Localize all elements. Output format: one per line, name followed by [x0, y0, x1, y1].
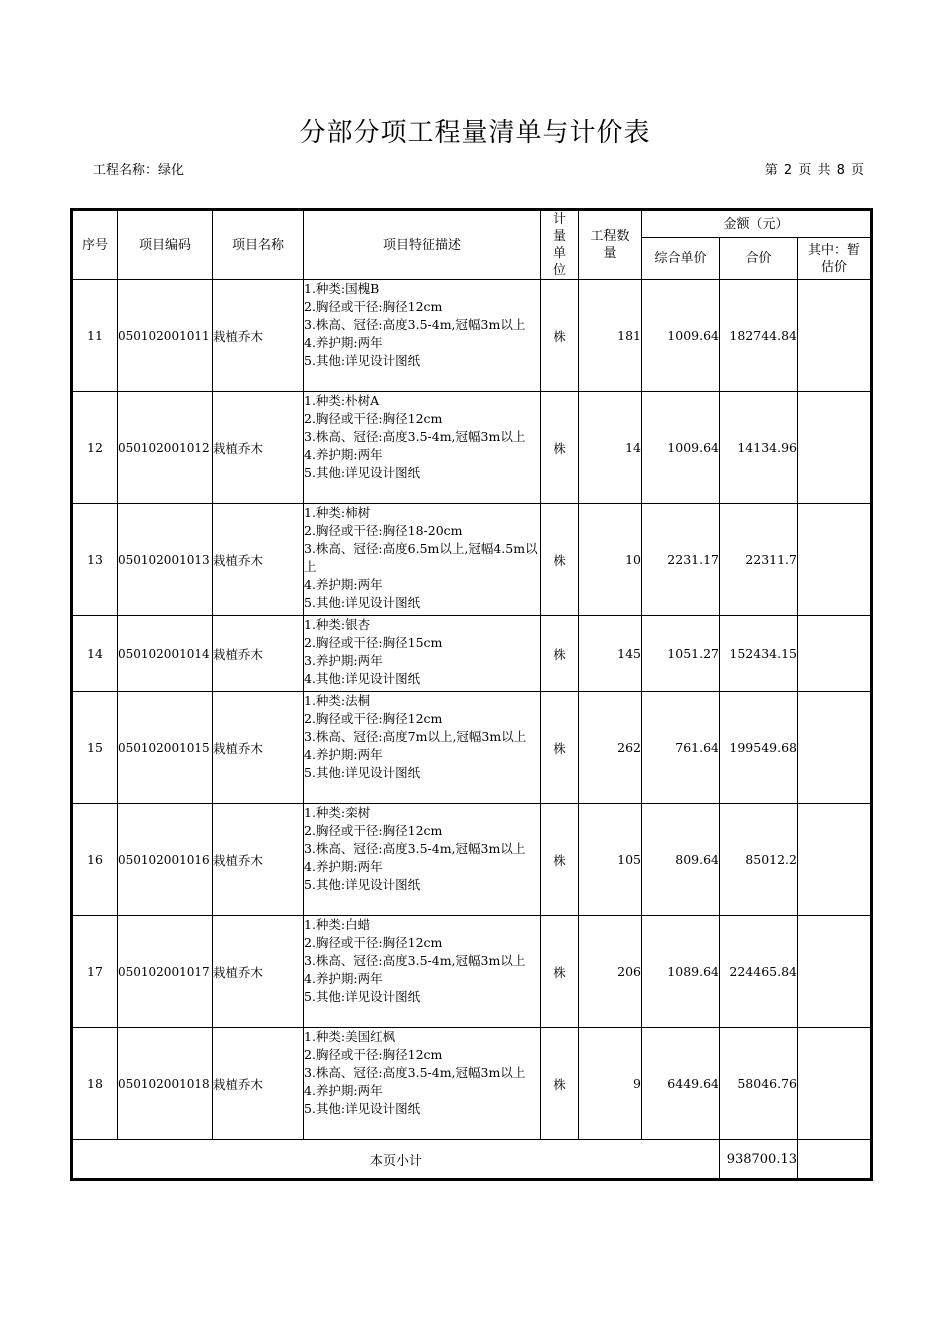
desc-line: 4.其他:详见设计图纸: [304, 671, 421, 686]
cell-total: 224465.84: [720, 916, 798, 1028]
cell-total: 22311.7: [720, 504, 798, 616]
cell-name: 栽植乔木: [213, 804, 304, 916]
cell-unit-price: 1009.64: [642, 280, 720, 392]
table-row: [72, 280, 872, 392]
cell-code: 050102001015: [118, 692, 213, 804]
desc-line: 1.种类:美国红枫: [304, 1029, 396, 1044]
desc-line: 1.种类:银杏: [304, 617, 371, 632]
cell-name: 栽植乔木: [213, 392, 304, 504]
desc-line: 5.其他:详见设计图纸: [304, 1101, 421, 1116]
desc-line: 5.其他:详见设计图纸: [304, 595, 421, 610]
cell-unit: 株: [541, 504, 579, 616]
header-amount-group: 金额（元）: [642, 210, 872, 238]
subtotal-label: 本页小计: [72, 1140, 720, 1180]
cell-qty: 181: [579, 280, 642, 392]
cell-provisional: [798, 504, 872, 616]
cell-total: 199549.68: [720, 692, 798, 804]
cell-qty: 14: [579, 392, 642, 504]
table-body: [72, 280, 872, 1140]
table-row: [72, 804, 872, 916]
desc-line: 2.胸径或干径:胸径12cm: [304, 411, 443, 426]
cell-unit-price: 809.64: [642, 804, 720, 916]
bill-of-quantities-table: [70, 208, 873, 1181]
desc-line: 3.株高、冠径:高度3.5-4m,冠幅3m以上: [304, 429, 526, 444]
desc-line: 1.种类:朴树A: [304, 393, 380, 408]
desc-line: 4.养护期:两年: [304, 335, 383, 350]
cell-seq: 16: [72, 804, 118, 916]
desc-line: 4.养护期:两年: [304, 971, 383, 986]
cell-seq: 13: [72, 504, 118, 616]
cell-desc: [304, 804, 541, 916]
desc-line: 4.养护期:两年: [304, 859, 383, 874]
cell-qty: 9: [579, 1028, 642, 1140]
desc-line: 1.种类:柿树: [304, 505, 371, 520]
desc-line: 3.养护期:两年: [304, 653, 383, 668]
desc-line: 4.养护期:两年: [304, 747, 383, 762]
table-row: [72, 1028, 872, 1140]
desc-line: 1.种类:国槐B: [304, 281, 380, 296]
cell-unit: 株: [541, 916, 579, 1028]
cell-unit-price: 6449.64: [642, 1028, 720, 1140]
desc-line: 2.胸径或干径:胸径12cm: [304, 299, 443, 314]
cell-code: 050102001018: [118, 1028, 213, 1140]
header-provisional: 其中：暂估价: [798, 238, 872, 280]
cell-seq: 12: [72, 392, 118, 504]
desc-line: 2.胸径或干径:胸径15cm: [304, 635, 443, 650]
desc-line: 4.养护期:两年: [304, 577, 383, 592]
desc-line: 2.胸径或干径:胸径12cm: [304, 823, 443, 838]
cell-name: 栽植乔木: [213, 1028, 304, 1140]
desc-line: 3.株高、冠径:高度7m以上,冠幅3m以上: [304, 729, 527, 744]
cell-unit: 株: [541, 1028, 579, 1140]
cell-total: 152434.15: [720, 616, 798, 692]
cell-total: 182744.84: [720, 280, 798, 392]
cell-desc: [304, 616, 541, 692]
header-unit-price: 综合单价: [642, 238, 720, 280]
cell-seq: 15: [72, 692, 118, 804]
cell-unit: 株: [541, 280, 579, 392]
header-desc: 项目特征描述: [304, 210, 541, 280]
cell-code: 050102001014: [118, 616, 213, 692]
desc-line: 1.种类:白蜡: [304, 917, 371, 932]
cell-unit-price: 1089.64: [642, 916, 720, 1028]
cell-unit-price: 2231.17: [642, 504, 720, 616]
table-row: [72, 692, 872, 804]
cell-unit: 株: [541, 616, 579, 692]
cell-code: 050102001012: [118, 392, 213, 504]
cell-name: 栽植乔木: [213, 504, 304, 616]
cell-name: 栽植乔木: [213, 692, 304, 804]
subtotal-total: 938700.13: [720, 1140, 798, 1180]
table-row: [72, 616, 872, 692]
desc-line: 3.株高、冠径:高度3.5-4m,冠幅3m以上: [304, 953, 526, 968]
cell-name: 栽植乔木: [213, 280, 304, 392]
cell-qty: 105: [579, 804, 642, 916]
page-info: 第 2 页 共 8 页: [764, 163, 864, 178]
cell-seq: 18: [72, 1028, 118, 1140]
cell-code: 050102001017: [118, 916, 213, 1028]
cell-desc: [304, 916, 541, 1028]
header-seq: 序号: [72, 210, 118, 280]
cell-unit: 株: [541, 804, 579, 916]
cell-unit-price: 1051.27: [642, 616, 720, 692]
header-code: 项目编码: [118, 210, 213, 280]
table-row: [72, 392, 872, 504]
desc-line: 2.胸径或干径:胸径12cm: [304, 935, 443, 950]
desc-line: 3.株高、冠径:高度3.5-4m,冠幅3m以上: [304, 317, 526, 332]
desc-line: 2.胸径或干径:胸径12cm: [304, 711, 443, 726]
cell-seq: 17: [72, 916, 118, 1028]
table-row: [72, 504, 872, 616]
desc-line: 4.养护期:两年: [304, 447, 383, 462]
cell-total: 14134.96: [720, 392, 798, 504]
cell-name: 栽植乔木: [213, 616, 304, 692]
cell-qty: 10: [579, 504, 642, 616]
cell-desc: [304, 392, 541, 504]
header-unit: 计量单位: [541, 210, 579, 280]
subtotal-provisional: [798, 1140, 872, 1180]
cell-total: 58046.76: [720, 1028, 798, 1140]
cell-unit-price: 1009.64: [642, 392, 720, 504]
cell-code: 050102001016: [118, 804, 213, 916]
desc-line: 4.养护期:两年: [304, 1083, 383, 1098]
cell-desc: [304, 692, 541, 804]
cell-provisional: [798, 1028, 872, 1140]
cell-seq: 14: [72, 616, 118, 692]
desc-line: 2.胸径或干径:胸径12cm: [304, 1047, 443, 1062]
cell-qty: 262: [579, 692, 642, 804]
cell-qty: 206: [579, 916, 642, 1028]
desc-line: 5.其他:详见设计图纸: [304, 989, 421, 1004]
desc-line: 5.其他:详见设计图纸: [304, 465, 421, 480]
cell-provisional: [798, 280, 872, 392]
desc-line: 5.其他:详见设计图纸: [304, 765, 421, 780]
cell-provisional: [798, 916, 872, 1028]
header-qty: 工程数量: [579, 210, 642, 280]
desc-line: 3.株高、冠径:高度3.5-4m,冠幅3m以上: [304, 1065, 526, 1080]
cell-code: 050102001013: [118, 504, 213, 616]
cell-provisional: [798, 392, 872, 504]
desc-line: 2.胸径或干径:胸径18-20cm: [304, 523, 463, 538]
desc-line: 3.株高、冠径:高度3.5-4m,冠幅3m以上: [304, 841, 526, 856]
cell-desc: [304, 280, 541, 392]
desc-line: 5.其他:详见设计图纸: [304, 877, 421, 892]
cell-code: 050102001011: [118, 280, 213, 392]
cell-provisional: [798, 804, 872, 916]
cell-provisional: [798, 692, 872, 804]
cell-name: 栽植乔木: [213, 916, 304, 1028]
desc-line: 1.种类:栾树: [304, 805, 371, 820]
cell-desc: [304, 504, 541, 616]
desc-line: 3.株高、冠径:高度6.5m以上,冠幅4.5m以上: [304, 541, 538, 574]
cell-total: 85012.2: [720, 804, 798, 916]
cell-seq: 11: [72, 280, 118, 392]
header-total: 合价: [720, 238, 798, 280]
project-name: 工程名称：绿化: [93, 163, 185, 178]
cell-provisional: [798, 616, 872, 692]
cell-unit-price: 761.64: [642, 692, 720, 804]
cell-desc: [304, 1028, 541, 1140]
cell-qty: 145: [579, 616, 642, 692]
cell-unit: 株: [541, 692, 579, 804]
header-name: 项目名称: [213, 210, 304, 280]
page-title: 分部分项工程量清单与计价表: [299, 118, 651, 148]
desc-line: 1.种类:法桐: [304, 693, 371, 708]
cell-unit: 株: [541, 392, 579, 504]
desc-line: 5.其他:详见设计图纸: [304, 353, 421, 368]
table-row: [72, 916, 872, 1028]
